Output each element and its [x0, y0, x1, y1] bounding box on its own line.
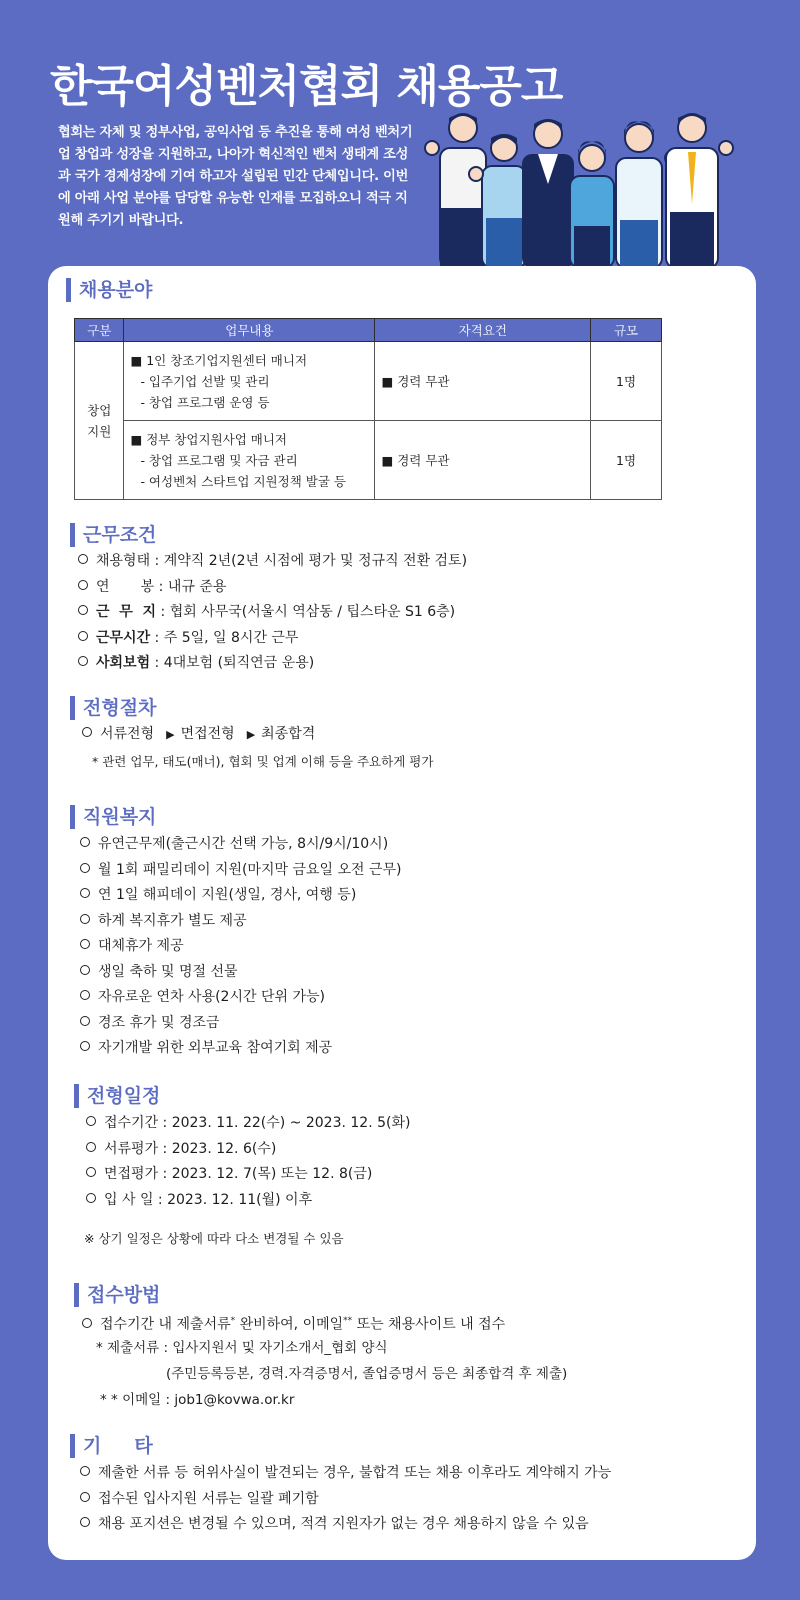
circle-bullet-icon: [80, 837, 90, 847]
list-item: [78, 626, 467, 652]
circle-bullet-icon: [78, 605, 88, 615]
section-heading-schedule: 전형일정: [74, 1084, 160, 1108]
apply-docs-note-detail: (주민등록등본, 경력.자격증명서, 졸업증명서 등은 최종합격 후 제출): [166, 1366, 568, 1382]
table-header-cell: 업무내용: [124, 319, 375, 342]
duty-title: ■ 1인 창조기업지원센터 매니저: [130, 352, 308, 368]
item-text: 채용 포지션은 변경될 수 있으며, 적격 지원자가 없는 경우 채용하지 않을 수 있음: [98, 1516, 589, 1532]
intro-text: 협회는 자체 및 정부사업, 공익사업 등 추진을 통해 여성 벤처기업 창업과 성장을 지원하고, 나아가 혁신적인 벤처 생태계 조성과 국가 경제성장에 기여 하고자 설립된 민간 단체입니다. 이번에 아래 사업 분야를 담당할 유능한 인재를 모집하오니 적극 지원해 주기기 바랍니다.: [58, 125, 413, 228]
table-header-row: [75, 319, 662, 342]
category-cell: [75, 342, 124, 500]
process-note: * 관련 업무, 태도(매너), 협회 및 업계 이해 등을 주요하게 평가: [92, 754, 434, 769]
process-step: 최종합격: [261, 726, 316, 742]
item-label: 사회보험: [96, 655, 151, 671]
welfare-list: [80, 832, 402, 1062]
section-heading-process: 전형절차: [70, 696, 156, 720]
section-heading-recruit: 채용분야: [66, 278, 152, 302]
list-item: [80, 1036, 402, 1062]
list-item: [80, 960, 402, 986]
item-text: 접수기간 : 2023. 11. 22(수) ~ 2023. 12. 5(화): [104, 1115, 411, 1131]
process-step: 서류전형: [100, 726, 155, 742]
category-line: 지원: [87, 423, 112, 439]
table-row: [75, 342, 662, 421]
requirement-cell: ■ 경력 무관: [375, 421, 591, 500]
section-heading-apply: 접수방법: [74, 1283, 160, 1307]
item-text: 접수된 입사지원 서류는 일괄 폐기함: [98, 1490, 319, 1507]
people-group-illustration: [420, 108, 760, 268]
apply-list: [82, 1309, 505, 1335]
circle-bullet-icon: [80, 965, 90, 975]
circle-bullet-icon: [86, 1193, 96, 1203]
circle-bullet-icon: [78, 580, 88, 590]
table-header-cell: 자격요건: [375, 319, 591, 342]
circle-bullet-icon: [80, 990, 90, 1000]
circle-bullet-icon: [86, 1142, 96, 1152]
table-header-cell: 규모: [591, 319, 662, 342]
circle-bullet-icon: [80, 1466, 90, 1476]
table-row: [75, 421, 662, 500]
apply-text: 접수기간 내 제출서류: [100, 1316, 231, 1333]
item-text: 제출한 서류 등 허위사실이 발견되는 경우, 불합격 또는 채용 이후라도 계약해지 가능: [98, 1465, 612, 1481]
item-text: 자기개발 위한 외부교육 참여기회 제공: [98, 1040, 333, 1056]
list-item: [86, 1111, 410, 1137]
duty-detail: - 입주기업 선발 및 관리: [140, 373, 270, 389]
person-6: [666, 114, 733, 268]
section-heading-etc: 기 타: [70, 1434, 153, 1458]
arrow-right-icon: ▶: [166, 728, 175, 741]
circle-bullet-icon: [80, 1517, 90, 1527]
circle-bullet-icon: [78, 656, 88, 666]
list-item: [82, 722, 315, 748]
item-text: 유연근무제(출근시간 선택 가능, 8시/9시/10시): [98, 836, 389, 852]
item-value: : 4대보험 (퇴직연금 운용): [150, 655, 315, 671]
recruit-table: [74, 318, 662, 500]
list-item: [78, 549, 467, 575]
list-item: [78, 651, 467, 677]
item-text: 서류평가 : 2023. 12. 6(수): [104, 1140, 277, 1157]
circle-bullet-icon: [80, 939, 90, 949]
table-header-cell: 구분: [75, 319, 124, 342]
process-step: 면접전형: [180, 726, 235, 742]
etc-list: [80, 1461, 611, 1538]
circle-bullet-icon: [78, 554, 88, 564]
item-text: 입 사 일 : 2023. 12. 11(월) 이후: [104, 1191, 313, 1208]
arrow-right-icon: ▶: [246, 728, 256, 741]
apply-text: 완비하여, 이메일: [235, 1316, 344, 1333]
apply-text: 또는 채용사이트 내 접수: [352, 1316, 506, 1333]
circle-bullet-icon: [80, 888, 90, 898]
item-value: : 협회 사무국(서울시 역삼동 / 팁스타운 S1 6층): [156, 604, 456, 620]
work-conditions-list: [78, 549, 467, 677]
category-line: 창업: [87, 402, 112, 418]
duty-cell: [124, 421, 375, 500]
list-item: [80, 909, 402, 935]
circle-bullet-icon: [82, 1318, 92, 1328]
person-4: [570, 141, 614, 268]
list-item: [82, 1309, 505, 1335]
list-item: [78, 575, 467, 601]
circle-bullet-icon: [80, 1016, 90, 1026]
duty-detail: - 여성벤처 스타트업 지원정책 발굴 등: [140, 473, 346, 489]
list-item: [80, 832, 402, 858]
list-item: [80, 934, 402, 960]
duty-detail: - 창업 프로그램 운영 등: [140, 394, 270, 410]
circle-bullet-icon: [80, 914, 90, 924]
list-item: [86, 1137, 410, 1163]
apply-email-note: * * 이메일 : job1@kovwa.or.kr: [100, 1392, 295, 1408]
item-value: : 주 5일, 일 8시간 근무: [150, 629, 299, 646]
circle-bullet-icon: [80, 1492, 90, 1502]
content-card: [48, 266, 756, 1560]
list-item: [80, 1461, 611, 1487]
circle-bullet-icon: [86, 1116, 96, 1126]
item-text: 월 1회 패밀리데이 지원(마지막 금요일 오전 근무): [98, 861, 402, 878]
circle-bullet-icon: [80, 863, 90, 873]
item-value: : 내규 준용: [154, 578, 227, 595]
footnote-mark: *: [230, 1316, 236, 1326]
process-list: [82, 722, 315, 748]
footnote-mark: **: [343, 1316, 353, 1326]
person-3: [522, 119, 574, 268]
list-item: [80, 858, 402, 884]
list-item: [80, 883, 402, 909]
item-text: 연 1일 해피데이 지원(생일, 경사, 여행 등): [98, 887, 357, 903]
duty-detail: - 창업 프로그램 및 자금 관리: [140, 452, 298, 468]
apply-docs-note: * 제출서류 : 입사지원서 및 자기소개서_협회 양식: [96, 1340, 388, 1356]
count-cell: 1명: [591, 421, 662, 500]
list-item: [86, 1162, 410, 1188]
item-text: 경조 휴가 및 경조금: [98, 1014, 220, 1031]
circle-bullet-icon: [82, 727, 92, 737]
circle-bullet-icon: [86, 1167, 96, 1177]
section-heading-work: 근무조건: [70, 523, 156, 547]
item-text: 대체휴가 제공: [98, 938, 184, 954]
list-item: [86, 1188, 410, 1214]
list-item: [80, 1487, 611, 1513]
requirement-cell: ■ 경력 무관: [375, 342, 591, 421]
list-item: [78, 600, 467, 626]
section-heading-welfare: 직원복지: [70, 805, 156, 829]
item-label: 연 봉: [96, 578, 155, 595]
circle-bullet-icon: [80, 1041, 90, 1051]
item-text: 생일 축하 및 명절 선물: [98, 963, 238, 980]
item-label: 근무시간: [96, 629, 151, 646]
item-label: 근 무 지: [96, 604, 157, 620]
schedule-note: ※ 상기 일정은 상황에 따라 다소 변경될 수 있음: [84, 1231, 344, 1246]
duty-cell: [124, 342, 375, 421]
list-item: [80, 985, 402, 1011]
item-text: 하계 복지휴가 별도 제공: [98, 912, 247, 929]
item-text: 면접평가 : 2023. 12. 7(목) 또는 12. 8(금): [104, 1166, 373, 1182]
list-item: [80, 1011, 402, 1037]
item-text: 자유로운 연차 사용(2시간 단위 가능): [98, 989, 325, 1005]
count-cell: 1명: [591, 342, 662, 421]
item-value: : 계약직 2년(2년 시점에 평가 및 정규직 전환 검토): [150, 553, 468, 569]
page-title: 한국여성벤처협회 채용공고: [50, 61, 563, 112]
duty-title: ■ 정부 창업지원사업 매니저: [130, 431, 287, 447]
list-item: [80, 1512, 611, 1538]
schedule-list: [86, 1111, 410, 1213]
item-label: 채용형태: [96, 553, 151, 569]
person-1: [425, 114, 486, 268]
circle-bullet-icon: [78, 631, 88, 641]
